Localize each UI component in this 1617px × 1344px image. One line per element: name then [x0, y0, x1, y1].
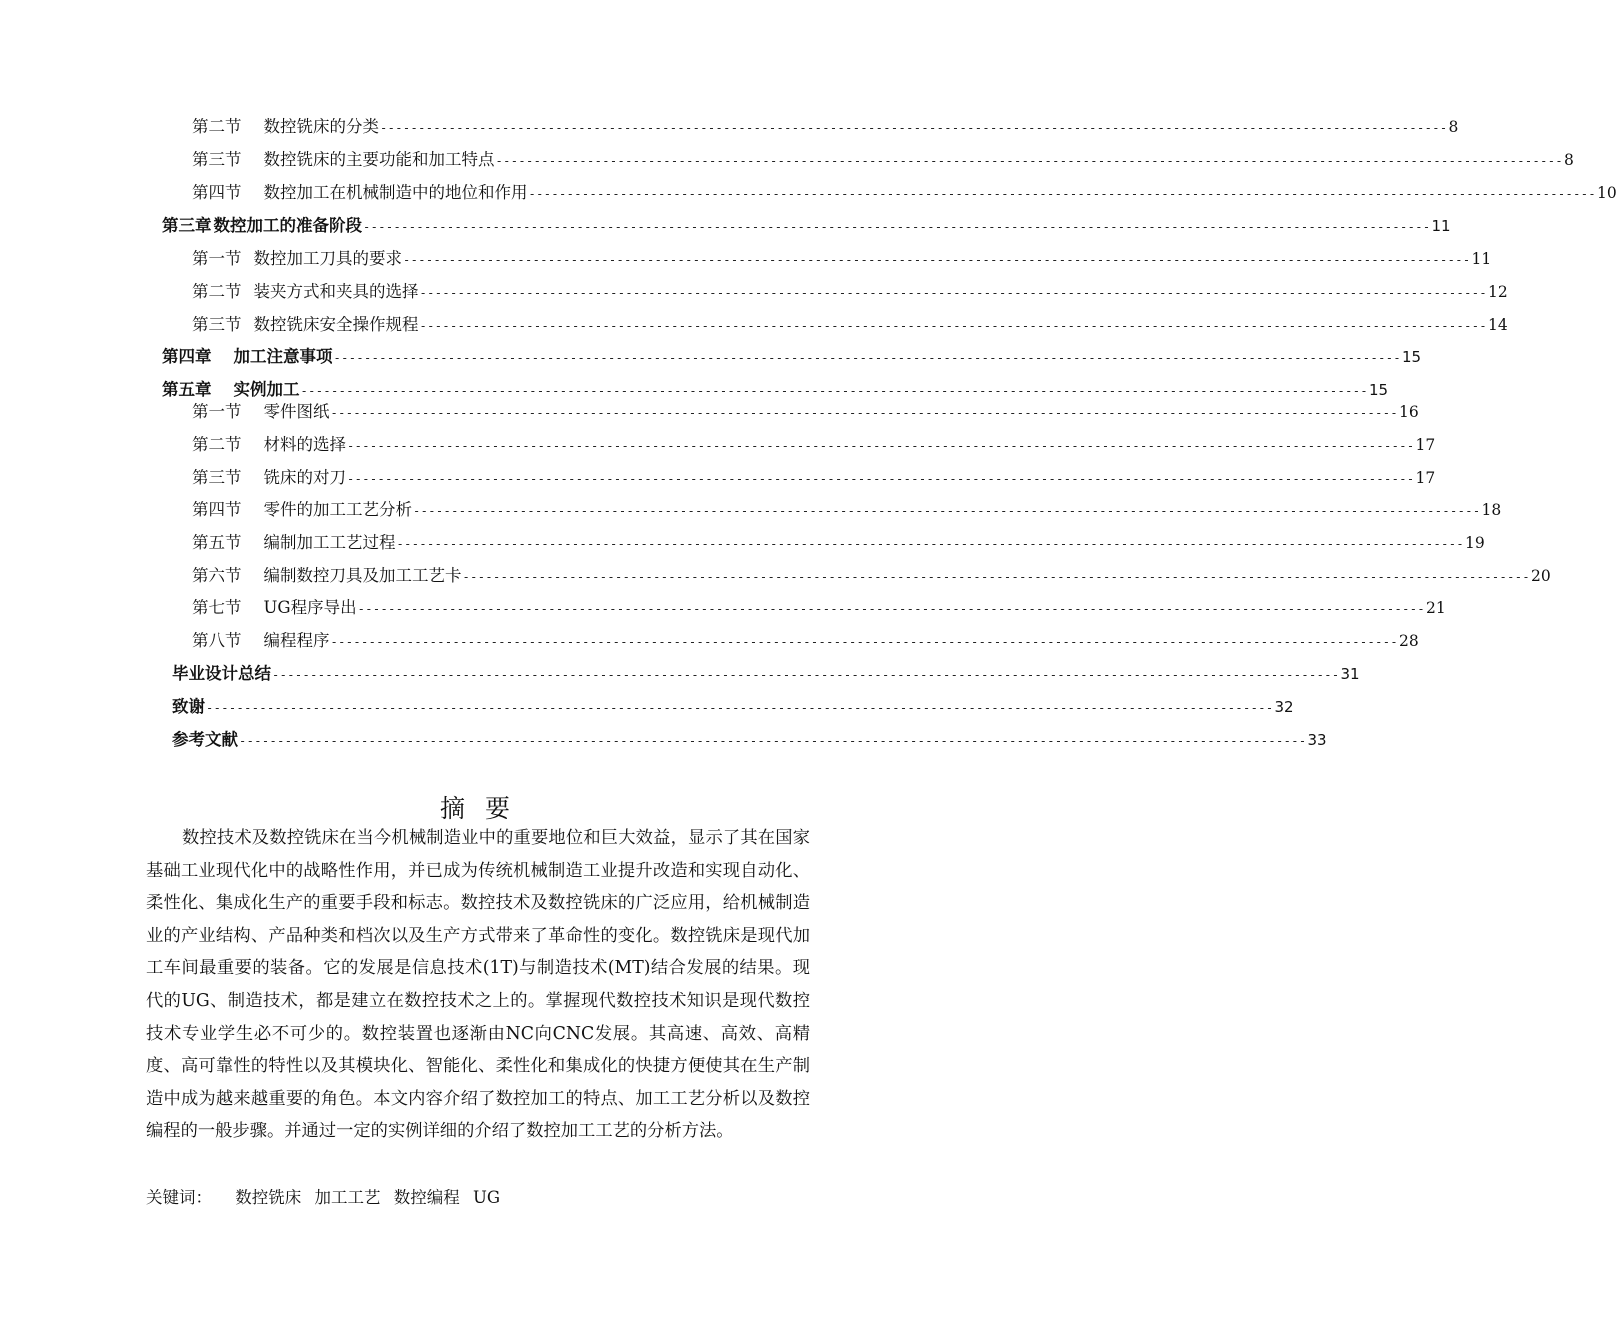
- toc-dot-leader: --------------------------------------------------------------------------------------------------------------------------------------------: [419, 286, 1487, 300]
- toc-entry-number: 第四章: [162, 347, 212, 366]
- toc-section-row: [192, 532, 1485, 554]
- toc-page-number: 15: [1368, 381, 1389, 399]
- toc-section-row: [192, 116, 1459, 138]
- toc-chapter-row: [172, 729, 1327, 751]
- keywords-line: [146, 1185, 508, 1211]
- toc-dot-leader: --------------------------------------------------------------------------------------------------------------------------------------------: [206, 701, 1274, 715]
- toc-entry-title: 数控铣床的主要功能和加工特点: [263, 150, 495, 169]
- abstract-title: 摘要: [439, 794, 530, 823]
- toc-page-number: 16: [1398, 403, 1419, 421]
- toc-entry-title: 材料的选择: [263, 435, 346, 454]
- toc-chapter-row: [172, 663, 1360, 685]
- toc-entry-label: [192, 565, 462, 587]
- abstract-body: 数控技术及数控铣床在当今机械制造业中的重要地位和巨大效益，显示了其在国家基础工业现代化中的战略性作用，并已成为传统机械制造工业提升改造和实现自动化、柔性化、集成化生产的重要手段和标志。数控技术及数控铣床的广泛应用，给机械制造业的产业结构、产品种类和档次以及生产方式带来了革命性的变化。数控铣床是现代加工车间最重要的装备。它的发展是信息技术(1T)与制造技术(MT)结合发展的结果。现代的UG、制造技术，都是建立在数控技术之上的。掌握现代数控技术知识是现代数控技术专业学生必不可少的。数控装置也逐渐由NC向CNC发展。其高速、高效、高精度、高可靠性的特性以及其模块化、智能化、柔性化和集成化的快捷方便使其在生产制造中成为越来越重要的角色。本文内容介绍了数控加工的特点、加工工艺分析以及数控编程的一般步骤。并通过一定的实例详细的介绍了数控加工工艺的分析方法。: [146, 828, 810, 1142]
- toc-chapter-row: [162, 215, 1451, 237]
- toc-page-number: 12: [1487, 283, 1508, 301]
- toc-entry-label: [192, 597, 357, 619]
- toc-entry-label: [162, 215, 362, 237]
- toc-entry-label: [172, 696, 205, 718]
- toc-entry-label: [192, 401, 330, 423]
- toc-dot-leader: --------------------------------------------------------------------------------------------------------------------------------------------: [380, 121, 1448, 135]
- toc-chapter-row: [162, 346, 1422, 368]
- toc-page-number: 15: [1401, 348, 1422, 366]
- toc-page-number: 18: [1481, 501, 1502, 519]
- toc-section-row: [192, 565, 1551, 587]
- toc-entry-label: [162, 346, 333, 368]
- toc-entry-number: 第五节: [192, 533, 242, 552]
- toc-page-number: 32: [1274, 698, 1294, 716]
- toc-dot-leader: --------------------------------------------------------------------------------------------------------------------------------------------: [239, 734, 1307, 748]
- toc-entry-title: 铣床的对刀: [263, 468, 346, 487]
- toc-dot-leader: --------------------------------------------------------------------------------------------------------------------------------------------: [363, 220, 1431, 234]
- toc-entry-number: 第二节: [192, 435, 242, 454]
- toc-entry-number: 第五章: [162, 380, 212, 399]
- toc-entry-number: 第三章: [162, 216, 212, 235]
- toc-entry-title: 加工注意事项: [233, 347, 333, 366]
- toc-entry-title: 零件图纸: [263, 402, 330, 421]
- toc-entry-label: [162, 379, 300, 401]
- toc-entry-label: [192, 532, 396, 554]
- keyword-item: 加工工艺: [314, 1188, 381, 1207]
- toc-page-number: 21: [1426, 599, 1446, 617]
- keyword-item: 数控铣床: [235, 1188, 302, 1207]
- toc-dot-leader: --------------------------------------------------------------------------------------------------------------------------------------------: [495, 154, 1563, 168]
- toc-chapter-row: [172, 696, 1294, 718]
- toc-entry-number: 第六节: [192, 566, 242, 585]
- toc-entry-number: 第四节: [192, 183, 242, 202]
- toc-entry-label: [192, 149, 495, 171]
- toc-dot-leader: --------------------------------------------------------------------------------------------------------------------------------------------: [330, 406, 1398, 420]
- toc-section-row: [192, 182, 1617, 204]
- toc-dot-leader: --------------------------------------------------------------------------------------------------------------------------------------------: [403, 253, 1471, 267]
- toc-page-number: 28: [1398, 632, 1419, 650]
- toc-entry-label: [192, 314, 419, 336]
- toc-entry-label: [192, 499, 412, 521]
- toc-entry-title: 零件的加工工艺分析: [263, 500, 412, 519]
- toc-page-number: 20: [1530, 567, 1551, 585]
- toc-entry-number: 第二节: [192, 117, 242, 136]
- toc-section-row: [192, 248, 1492, 270]
- toc-dot-leader: --------------------------------------------------------------------------------------------------------------------------------------------: [528, 187, 1596, 201]
- toc-page-number: 17: [1415, 436, 1436, 454]
- toc-entry-number: 第三节: [192, 468, 242, 487]
- toc-entry-title: 编程程序: [263, 631, 330, 650]
- toc-entry-number: 第四节: [192, 500, 242, 519]
- toc-entry-label: [192, 630, 330, 652]
- toc-entry-number: 第三节: [192, 150, 242, 169]
- toc-entry-title: 参考文献: [172, 730, 238, 749]
- toc-page-number: 14: [1487, 316, 1508, 334]
- toc-entry-title: 数控加工在机械制造中的地位和作用: [263, 183, 528, 202]
- toc-dot-leader: --------------------------------------------------------------------------------------------------------------------------------------------: [330, 635, 1398, 649]
- toc-section-row: [192, 434, 1436, 456]
- toc-page-number: 11: [1471, 250, 1492, 268]
- toc-dot-leader: --------------------------------------------------------------------------------------------------------------------------------------------: [462, 570, 1530, 584]
- toc-page-number: 8: [1448, 118, 1459, 136]
- toc-dot-leader: --------------------------------------------------------------------------------------------------------------------------------------------: [357, 602, 1426, 616]
- keyword-item: UG: [473, 1188, 501, 1207]
- toc-page-number: 33: [1307, 731, 1327, 749]
- toc-entry-label: [192, 434, 346, 456]
- toc-dot-leader: --------------------------------------------------------------------------------------------------------------------------------------------: [396, 537, 1464, 551]
- toc-entry-title: 致谢: [172, 697, 205, 716]
- toc-entry-title: 编制数控刀具及加工工艺卡: [263, 566, 462, 585]
- toc-entry-number: 第一节: [192, 249, 242, 268]
- toc-entry-title: 毕业设计总结: [172, 664, 271, 683]
- toc-entry-title: 数控铣床安全操作规程: [253, 315, 419, 334]
- toc-dot-leader: --------------------------------------------------------------------------------------------------------------------------------------------: [272, 668, 1340, 682]
- toc-entry-number: 第七节: [192, 598, 242, 617]
- toc-dot-leader: --------------------------------------------------------------------------------------------------------------------------------------------: [347, 439, 1415, 453]
- toc-dot-leader: --------------------------------------------------------------------------------------------------------------------------------------------: [333, 351, 1401, 365]
- toc-entry-title: 装夹方式和夹具的选择: [253, 282, 419, 301]
- toc-entry-title: 数控加工刀具的要求: [253, 249, 402, 268]
- toc-entry-label: [192, 281, 419, 303]
- toc-entry-label: [192, 248, 402, 270]
- toc-section-row: [192, 499, 1502, 521]
- toc-entry-title: 数控铣床的分类: [263, 117, 379, 136]
- toc-chapter-row: [162, 379, 1389, 401]
- toc-entry-title: 编制加工工艺过程: [263, 533, 396, 552]
- toc-page-number: 17: [1415, 469, 1436, 487]
- toc-section-row: [192, 467, 1436, 489]
- toc-page-number: 10: [1596, 184, 1617, 202]
- toc-section-row: [192, 597, 1446, 619]
- toc-entry-number: 第八节: [192, 631, 242, 650]
- toc-page-number: 31: [1340, 665, 1360, 683]
- toc-entry-label: [172, 729, 238, 751]
- toc-page-number: 8: [1563, 151, 1574, 169]
- keyword-item: 数控编程: [393, 1188, 460, 1207]
- toc-dot-leader: --------------------------------------------------------------------------------------------------------------------------------------------: [413, 504, 1481, 518]
- toc-entry-number: 第三节: [192, 315, 242, 334]
- toc-entry-label: [192, 182, 528, 204]
- toc-entry-label: [172, 663, 271, 685]
- toc-entry-number: 第二节: [192, 282, 242, 301]
- toc-entry-label: [192, 116, 379, 138]
- toc-entry-label: [192, 467, 346, 489]
- toc-section-row: [192, 314, 1508, 336]
- toc-section-row: [192, 401, 1419, 423]
- toc-section-row: [192, 149, 1574, 171]
- toc-entry-number: 第一节: [192, 402, 242, 421]
- toc-entry-title: UG程序导出: [263, 598, 357, 617]
- toc-page-number: 19: [1464, 534, 1485, 552]
- toc-page-number: 11: [1431, 217, 1451, 235]
- toc-entry-title: 实例加工: [233, 380, 300, 399]
- toc-entry-title: 数控加工的准备阶段: [213, 216, 362, 235]
- keywords-label: 关键词：: [146, 1188, 212, 1207]
- toc-section-row: [192, 281, 1508, 303]
- toc-dot-leader: --------------------------------------------------------------------------------------------------------------------------------------------: [347, 472, 1415, 486]
- toc-dot-leader: --------------------------------------------------------------------------------------------------------------------------------------------: [419, 319, 1487, 333]
- toc-dot-leader: --------------------------------------------------------------------------------------------------------------------------------------------: [300, 384, 1368, 398]
- toc-section-row: [192, 630, 1419, 652]
